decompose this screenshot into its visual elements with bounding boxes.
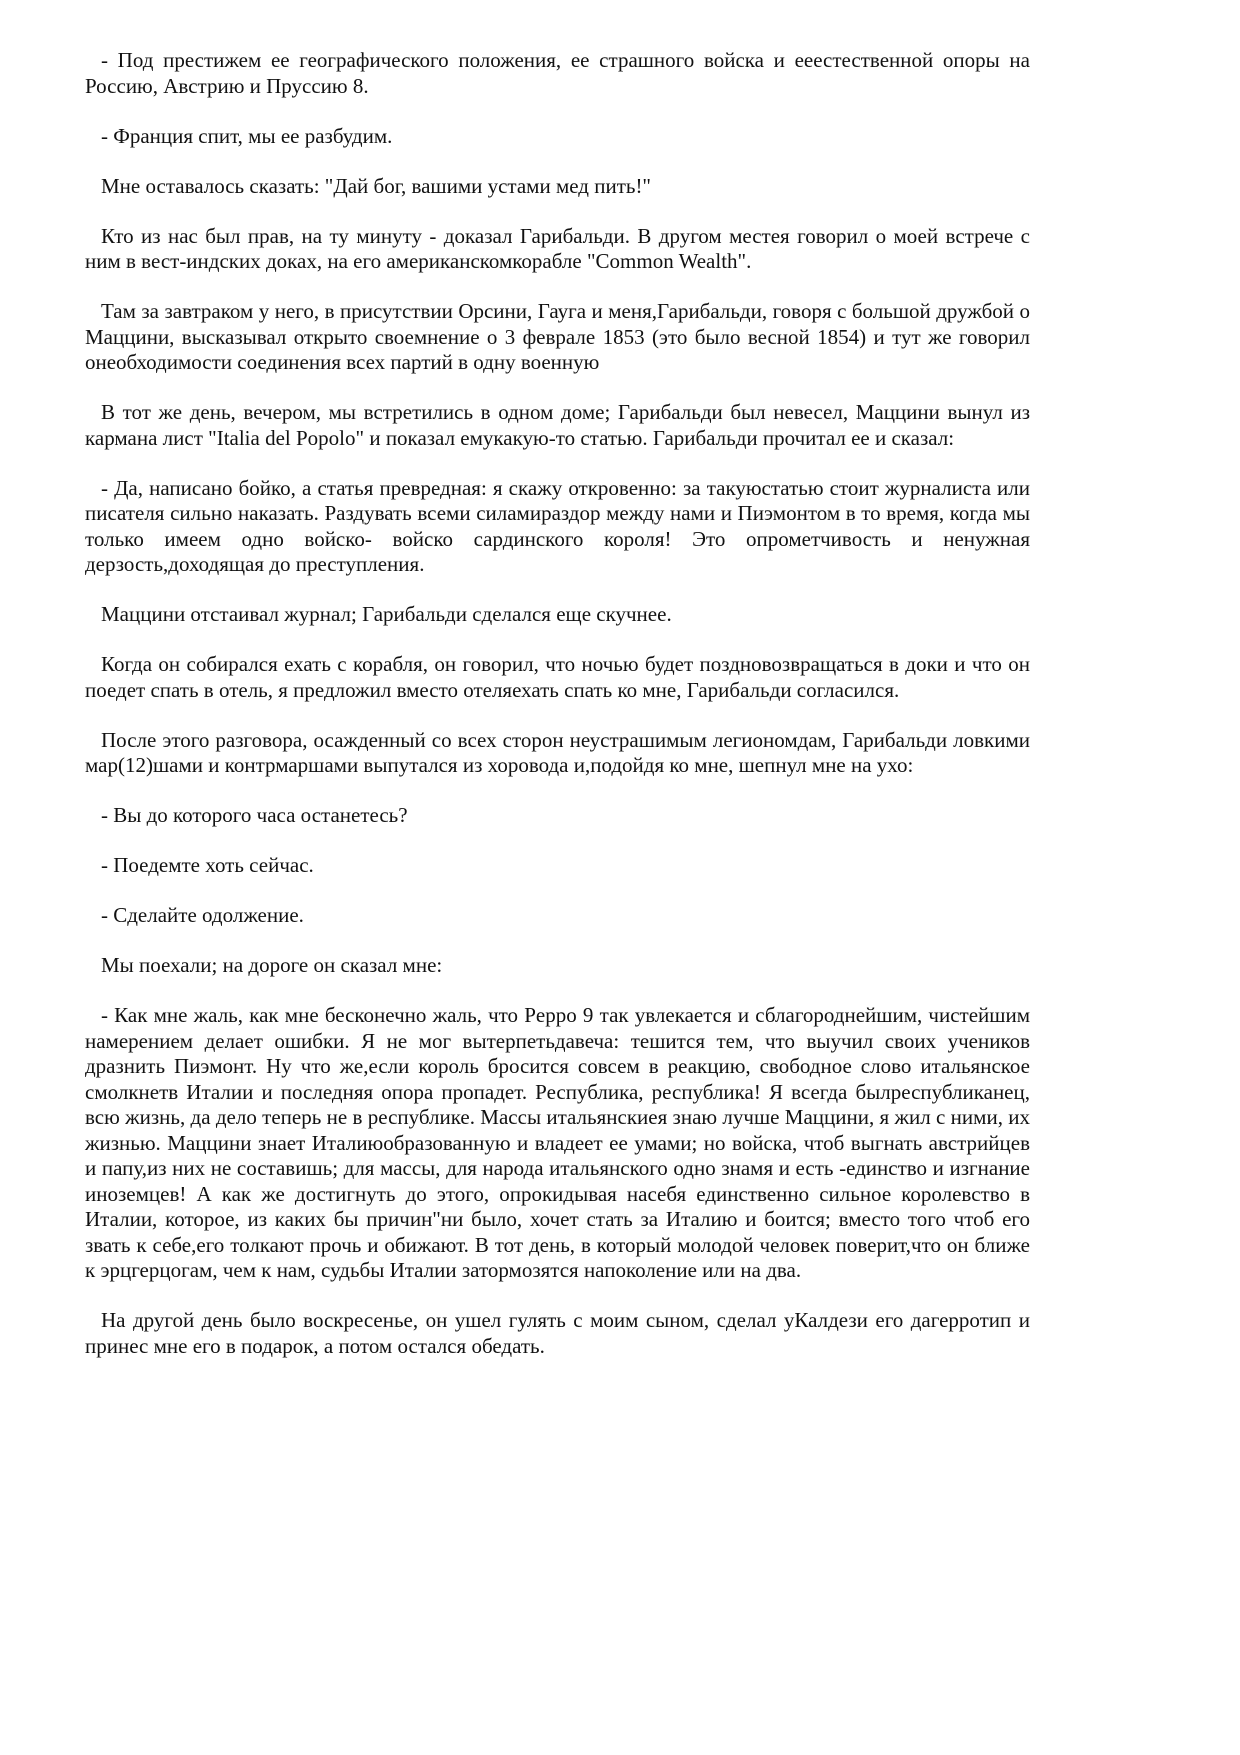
paragraph: - Да, написано бойко, а статья превредная: я скажу откровенно: за такуюстатью стоит журналиста или писателя сильно наказать. Раздувать всеми силамираздор между нами и Пиэмонтом в то время, когда мы только имеем одно войско- войско сардинского короля! Это опрометчивость и ненужная дерзость,доходящая до преступления. xyxy=(85,475,1030,576)
paragraph: После этого разговора, осажденный со всех сторон неустрашимым легиономдам, Гарибальди ловкими мар(12)шами и контрмаршами выпутался из хоровода и,подойдя ко мне, шепнул мне на ухо: xyxy=(85,727,1030,777)
paragraph: - Поедемте хоть сейчас. xyxy=(101,853,314,877)
paragraph: - Вы до которого часа останетесь? xyxy=(101,803,408,827)
paragraph: - Франция спит, мы ее разбудим. xyxy=(101,123,393,148)
document-page xyxy=(85,48,1030,1384)
paragraph: На другой день было воскресенье, он ушел гулять с моим сыном, сделал уКалдези его дагерротип и принес мне его в подарок, а потом остался обедать. xyxy=(85,1308,1030,1358)
paragraph: - Сделайте одолжение. xyxy=(101,903,304,927)
paragraph: Кто из нас был прав, на ту минуту - доказал Гарибальди. В другом местея говорил о моей встрече с ним в вест-индских доках, на его американскомкорабле "Common Wealth". xyxy=(85,223,1030,273)
paragraph: Там за завтраком у него, в присутствии Орсини, Гауга и меня,Гарибальди, говоря с большой дружбой о Маццини, высказывал открыто своемнение о 3 феврале 1853 (это было весной 1854) и тут же говорил онеобходимости соединения всех партий в одну военную xyxy=(85,299,1030,374)
paragraph: Мне оставалось сказать: "Дай бог, вашими устами мед пить!" xyxy=(101,173,652,198)
paragraph: Мы поехали; на дороге он сказал мне: xyxy=(101,953,443,977)
paragraph: Маццини отстаивал журнал; Гарибальди сделался еще скучнее. xyxy=(101,602,672,626)
paragraph: - Под престижем ее географического положения, ее страшного войска и ееестественной опоры на Россию, Австрию и Пруссию 8. xyxy=(85,48,1030,98)
paragraph: В тот же день, вечером, мы встретились в одном доме; Гарибальди был невесел, Маццини вынул из кармана лист "Italia del Popolo" и показал емукакую-то статью. Гарибальди прочитал ее и сказал: xyxy=(85,400,1030,450)
paragraph: - Как мне жаль, как мне бесконечно жаль, что Peppo 9 так увлекается и сблагороднейшим, чистейшим намерением делает ошибки. Я не мог вытерпетьдавеча: тешится тем, что выучил своих учеников дразнить Пиэмонт. Ну что же,если король бросится совсем в реакцию, свободное слово итальянское смолкнетв Италии и последняя опора пропадет. Республика, республика! Я всегда былреспубликанец, всю жизнь, да дело теперь не в республике. Массы итальянскиея знаю лучше Маццини, я жил с ними, их жизнью. Маццини знает Италиюобразованную и владеет ее умами; но войска, чтоб выгнать австрийцев и папу,из них не составишь; для массы, для народа итальянского одно знамя и есть -единство и изгнание иноземцев! А как же достигнуть до этого, опрокидывая насебя единственно сильное королевство в Италии, которое, из каких бы причин"ни было, хочет стать за Италию и боится; вместо того чтоб его звать к себе,его толкают прочь и обижают. В тот день, в который молодой человек поверит,что он ближе к эрцгерцогам, чем к нам, судьбы Италии затормозятся напоколение или на два. xyxy=(85,1003,1030,1282)
paragraph: Когда он собирался ехать с корабля, он говорил, что ночью будет поздновозвращаться в доки и что он поедет спать в отель, я предложил вместо отеляехать спать ко мне, Гарибальди согласился. xyxy=(85,652,1030,702)
